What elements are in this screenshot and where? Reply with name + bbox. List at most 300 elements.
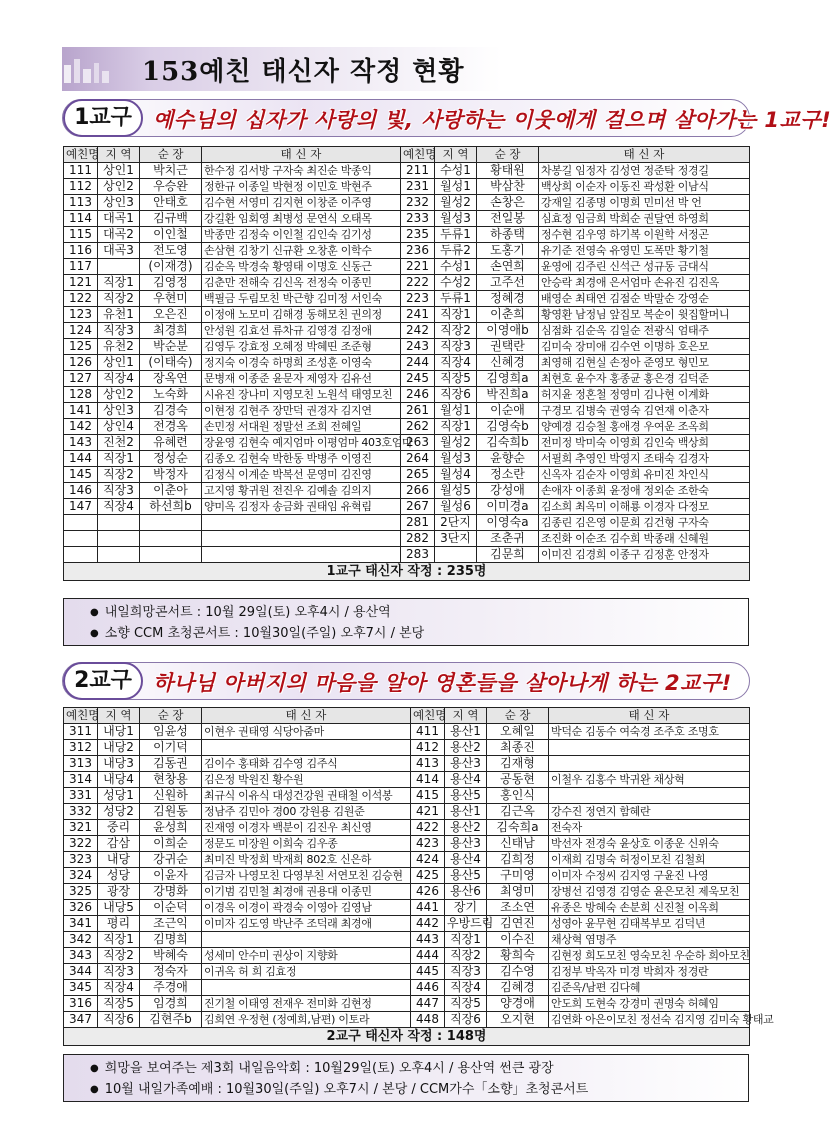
- left-region-cell: 직장2: [98, 291, 140, 307]
- left-group-number-cell: 143: [64, 435, 98, 451]
- right-leader-cell: 김연진: [487, 916, 549, 932]
- table-row: [64, 884, 750, 900]
- right-group-number-cell: 423: [411, 836, 445, 852]
- left-group-number-cell: 128: [64, 387, 98, 403]
- left-region-cell: 상인1: [98, 163, 140, 179]
- right-leader-cell: 최종진: [487, 740, 549, 756]
- right-group-number-cell: 281: [401, 515, 435, 531]
- left-members-cell: 박종만 김정숙 이인철 김인숙 김기성: [202, 227, 401, 243]
- header-region: 지 역: [445, 708, 487, 724]
- right-members-cell: 김종린 김은영 이문희 김건형 구자숙: [539, 515, 750, 531]
- right-leader-cell: 양경애: [487, 996, 549, 1012]
- right-leader-cell: 조소연: [487, 900, 549, 916]
- right-region-cell: 두류2: [435, 243, 477, 259]
- left-members-cell: 장윤영 김현숙 예지엄마 이평엄마 403호엄마: [202, 435, 401, 451]
- left-group-number-cell: 147: [64, 499, 98, 515]
- left-members-cell: 최규식 이유식 대성건강원 권태철 이석봉: [202, 788, 411, 804]
- right-members-cell: [549, 756, 750, 772]
- right-group-number-cell: 443: [411, 932, 445, 948]
- right-leader-cell: 김숙희a: [487, 820, 549, 836]
- left-leader-cell: 임윤성: [140, 724, 202, 740]
- left-leader-cell: 안태호: [140, 195, 202, 211]
- right-leader-cell: 정혜경: [477, 291, 539, 307]
- left-region-cell: 상인3: [98, 195, 140, 211]
- right-members-cell: 김준옥/남편 김다혜: [549, 980, 750, 996]
- right-region-cell: 용산2: [445, 820, 487, 836]
- right-group-number-cell: 412: [411, 740, 445, 756]
- right-region-cell: 용산5: [445, 868, 487, 884]
- right-leader-cell: 김혜경: [487, 980, 549, 996]
- right-leader-cell: 손연희: [477, 259, 539, 275]
- left-group-number-cell: 322: [64, 836, 98, 852]
- left-region-cell: 직장2: [98, 948, 140, 964]
- left-members-cell: 손민정 서대원 정말선 조희 전혜일: [202, 419, 401, 435]
- right-members-cell: 구경모 김병숙 권영숙 김연재 이춘자: [539, 403, 750, 419]
- left-region-cell: 내당2: [98, 740, 140, 756]
- right-region-cell: [435, 547, 477, 563]
- right-region-cell: 2단지: [435, 515, 477, 531]
- left-region-cell: 내당1: [98, 724, 140, 740]
- table-row: [64, 307, 750, 323]
- note-item: ● 희망을 보여주는 제3회 내일음악회 : 10월29일(토) 오후4시 / 용산역 썬큰 광장: [90, 1059, 748, 1080]
- right-region-cell: 월성3: [435, 451, 477, 467]
- right-region-cell: 월성1: [435, 179, 477, 195]
- left-members-cell: 정지숙 이경숙 하명희 조성훈 이영숙: [202, 355, 401, 371]
- right-group-number-cell: 221: [401, 259, 435, 275]
- right-group-number-cell: 222: [401, 275, 435, 291]
- right-members-cell: 손애자 이종희 윤정애 정외순 조한숙: [539, 483, 750, 499]
- right-group-number-cell: 446: [411, 980, 445, 996]
- left-leader-cell: 현창용: [140, 772, 202, 788]
- right-region-cell: 월성5: [435, 483, 477, 499]
- header-region: 지 역: [435, 147, 477, 163]
- right-group-number-cell: 242: [401, 323, 435, 339]
- right-leader-cell: 이순애: [477, 403, 539, 419]
- left-members-cell: 김금자 나영모친 다영부친 서연모친 김승현: [202, 868, 411, 884]
- left-leader-cell: 전경옥: [140, 419, 202, 435]
- right-region-cell: 직장5: [445, 996, 487, 1012]
- left-region-cell: 진천2: [98, 435, 140, 451]
- right-members-cell: 양예경 김승철 홍애경 우여운 조옥희: [539, 419, 750, 435]
- table-row: [64, 227, 750, 243]
- table-row: [64, 820, 750, 836]
- left-group-number-cell: 347: [64, 1012, 98, 1028]
- right-group-number-cell: 426: [411, 884, 445, 900]
- section1-notes: [63, 598, 749, 646]
- left-group-number-cell: 142: [64, 419, 98, 435]
- left-leader-cell: (이재경): [140, 259, 202, 275]
- left-leader-cell: 정숙자: [140, 964, 202, 980]
- left-group-number-cell: 326: [64, 900, 98, 916]
- header-members: 태 신 자: [549, 708, 750, 724]
- left-members-cell: 이기범 김민철 최경애 권용대 이종민: [202, 884, 411, 900]
- left-region-cell: 성당: [98, 868, 140, 884]
- left-members-cell: 정한규 이종일 박현정 이민호 박현주: [202, 179, 401, 195]
- left-leader-cell: 하선희b: [140, 499, 202, 515]
- left-region-cell: 직장1: [98, 932, 140, 948]
- right-region-cell: 두류1: [435, 227, 477, 243]
- left-leader-cell: 김원동: [140, 804, 202, 820]
- left-leader-cell: 박혜숙: [140, 948, 202, 964]
- right-group-number-cell: 421: [411, 804, 445, 820]
- left-group-number-cell: 342: [64, 932, 98, 948]
- right-members-cell: 최영해 김현실 손정아 준영모 형민모: [539, 355, 750, 371]
- right-group-number-cell: 246: [401, 387, 435, 403]
- right-region-cell: 직장4: [435, 355, 477, 371]
- left-group-number-cell: 324: [64, 868, 98, 884]
- left-region-cell: [98, 531, 140, 547]
- left-members-cell: 정남주 김민아 경00 강원용 김원준: [202, 804, 411, 820]
- left-leader-cell: 이희순: [140, 836, 202, 852]
- table-row: [64, 515, 750, 531]
- left-region-cell: 감삼: [98, 836, 140, 852]
- right-leader-cell: 김근옥: [487, 804, 549, 820]
- right-members-cell: 김미숙 장미애 김수연 이명하 호은모: [539, 339, 750, 355]
- table-row: [64, 451, 750, 467]
- right-members-cell: 배영순 최태연 김점순 박말순 강영순: [539, 291, 750, 307]
- right-members-cell: 유종은 방혜숙 손분희 신진철 이옥희: [549, 900, 750, 916]
- right-region-cell: 월성6: [435, 499, 477, 515]
- left-region-cell: 중리: [98, 820, 140, 836]
- table-header-row: [64, 147, 750, 163]
- right-leader-cell: 강성애: [477, 483, 539, 499]
- right-group-number-cell: 415: [411, 788, 445, 804]
- right-region-cell: 수성1: [435, 259, 477, 275]
- table-row: [64, 868, 750, 884]
- left-leader-cell: 박치근: [140, 163, 202, 179]
- left-members-cell: 한수정 김서방 구자숙 최진순 박종익: [202, 163, 401, 179]
- left-region-cell: 광장: [98, 884, 140, 900]
- right-members-cell: 성영아 윤무현 김태복부모 김덕년: [549, 916, 750, 932]
- header-region: 지 역: [98, 147, 140, 163]
- left-leader-cell: 정성순: [140, 451, 202, 467]
- right-members-cell: 이미진 김경희 이종구 김정훈 안정자: [539, 547, 750, 563]
- right-group-number-cell: 422: [411, 820, 445, 836]
- table-row: [64, 499, 750, 515]
- right-leader-cell: 박삼찬: [477, 179, 539, 195]
- left-members-cell: 안성원 김효선 류차규 김영경 김정애: [202, 323, 401, 339]
- table-row: [64, 852, 750, 868]
- right-region-cell: 두류1: [435, 291, 477, 307]
- right-leader-cell: 이춘희: [477, 307, 539, 323]
- left-region-cell: [98, 547, 140, 563]
- left-members-cell: 진재영 이경자 백분이 김진우 최신영: [202, 820, 411, 836]
- left-members-cell: 손삼현 김창기 신규환 오창훈 이학수: [202, 243, 401, 259]
- header-group: 예친명: [411, 708, 445, 724]
- right-leader-cell: 신혜경: [477, 355, 539, 371]
- left-group-number-cell: 345: [64, 980, 98, 996]
- header-leader: 순 장: [140, 708, 202, 724]
- left-group-number-cell: 122: [64, 291, 98, 307]
- table-row: [64, 836, 750, 852]
- header-leader: 순 장: [140, 147, 202, 163]
- left-members-cell: 김수현 서영미 김지현 이창준 이주영: [202, 195, 401, 211]
- right-members-cell: 차봉길 임정자 김성연 정준탁 정경길: [539, 163, 750, 179]
- table-row: [64, 964, 750, 980]
- table-row: [64, 275, 750, 291]
- right-members-cell: 윤영에 김주린 신석근 성규동 금대식: [539, 259, 750, 275]
- section1-banner: [62, 99, 831, 137]
- right-region-cell: 직장3: [445, 964, 487, 980]
- left-region-cell: 유천2: [98, 339, 140, 355]
- right-region-cell: 직장4: [445, 980, 487, 996]
- right-members-cell: [549, 788, 750, 804]
- section2-banner: [62, 662, 750, 700]
- left-members-cell: 성세미 안수미 권상이 지향화: [202, 948, 411, 964]
- left-group-number-cell: 313: [64, 756, 98, 772]
- left-group-number-cell: 116: [64, 243, 98, 259]
- right-leader-cell: 이영애b: [477, 323, 539, 339]
- left-region-cell: 평리: [98, 916, 140, 932]
- left-members-cell: 김은정 박원진 황수원: [202, 772, 411, 788]
- left-leader-cell: 김경숙: [140, 403, 202, 419]
- right-members-cell: 채상혁 염명주: [549, 932, 750, 948]
- right-members-cell: 심점화 김순옥 김일순 전광식 엄태주: [539, 323, 750, 339]
- right-members-cell: 장병선 김영경 김영순 윤은모친 제욱모친: [549, 884, 750, 900]
- right-group-number-cell: 283: [401, 547, 435, 563]
- table-row: [64, 355, 750, 371]
- right-members-cell: 정수현 김우영 하기복 이원학 서정곤: [539, 227, 750, 243]
- header-leader: 순 장: [477, 147, 539, 163]
- right-region-cell: 월성2: [435, 435, 477, 451]
- table-row: [64, 371, 750, 387]
- right-group-number-cell: 233: [401, 211, 435, 227]
- left-members-cell: [202, 740, 411, 756]
- left-leader-cell: 장옥연: [140, 371, 202, 387]
- table-row: [64, 339, 750, 355]
- left-region-cell: 내당: [98, 852, 140, 868]
- right-group-number-cell: 261: [401, 403, 435, 419]
- right-members-cell: 심효정 임금희 박희순 권달연 하영희: [539, 211, 750, 227]
- right-region-cell: 우방드림: [445, 916, 487, 932]
- left-region-cell: 내당5: [98, 900, 140, 916]
- left-region-cell: 직장1: [98, 451, 140, 467]
- note-item: ● 내일희망콘서트 : 10월 29일(토) 오후4시 / 용산역: [90, 603, 748, 624]
- left-leader-cell: 노숙화: [140, 387, 202, 403]
- left-leader-cell: 김영정: [140, 275, 202, 291]
- table-row: [64, 948, 750, 964]
- left-region-cell: 직장4: [98, 371, 140, 387]
- left-leader-cell: 김규백: [140, 211, 202, 227]
- header-leader: 순 장: [487, 708, 549, 724]
- left-group-number-cell: 146: [64, 483, 98, 499]
- left-leader-cell: 신원하: [140, 788, 202, 804]
- right-group-number-cell: 267: [401, 499, 435, 515]
- left-leader-cell: 강명화: [140, 884, 202, 900]
- right-leader-cell: 신태남: [487, 836, 549, 852]
- table-row: [64, 932, 750, 948]
- right-leader-cell: 권택란: [477, 339, 539, 355]
- right-leader-cell: 전일봉: [477, 211, 539, 227]
- left-region-cell: 성당2: [98, 804, 140, 820]
- left-region-cell: 직장6: [98, 1012, 140, 1028]
- right-region-cell: 용산1: [445, 804, 487, 820]
- left-group-number-cell: 123: [64, 307, 98, 323]
- right-members-cell: 최현호 윤수자 홍종균 홍은경 김덕준: [539, 371, 750, 387]
- left-group-number-cell: [64, 547, 98, 563]
- left-members-cell: [202, 932, 411, 948]
- left-group-number-cell: 332: [64, 804, 98, 820]
- left-members-cell: 김순옥 박경숙 황영태 이명호 신동근: [202, 259, 401, 275]
- right-region-cell: 용산3: [445, 756, 487, 772]
- left-members-cell: 김정식 이계순 박복선 문영미 김진영: [202, 467, 401, 483]
- left-group-number-cell: 316: [64, 996, 98, 1012]
- left-group-number-cell: 124: [64, 323, 98, 339]
- right-leader-cell: 이미경a: [477, 499, 539, 515]
- left-leader-cell: 김동권: [140, 756, 202, 772]
- table-row: [64, 291, 750, 307]
- right-region-cell: 장기: [445, 900, 487, 916]
- left-leader-cell: 최경희: [140, 323, 202, 339]
- right-members-cell: 서필희 추영인 박영지 조태숙 김경자: [539, 451, 750, 467]
- right-leader-cell: 김수영: [487, 964, 549, 980]
- table-row: [64, 916, 750, 932]
- right-leader-cell: 이영숙a: [477, 515, 539, 531]
- left-members-cell: 김종오 김현숙 박한동 박병주 이영진: [202, 451, 401, 467]
- left-region-cell: 직장3: [98, 483, 140, 499]
- right-group-number-cell: 425: [411, 868, 445, 884]
- right-group-number-cell: 266: [401, 483, 435, 499]
- right-members-cell: 김현정 희도모친 영숙모친 우순하 희아모친: [549, 948, 750, 964]
- left-group-number-cell: 125: [64, 339, 98, 355]
- right-leader-cell: 최영미: [487, 884, 549, 900]
- left-members-cell: [202, 531, 401, 547]
- left-members-cell: 문병재 이종준 윤문자 제영자 김유선: [202, 371, 401, 387]
- left-group-number-cell: 144: [64, 451, 98, 467]
- left-members-cell: 백필금 두림모친 박근향 김미정 서인숙: [202, 291, 401, 307]
- table-row: [64, 467, 750, 483]
- right-group-number-cell: 411: [411, 724, 445, 740]
- left-members-cell: 김이수 홍태화 김수영 김주식: [202, 756, 411, 772]
- section2-notes: [63, 1054, 749, 1102]
- left-members-cell: 김희연 우정현 (정예희,남편) 이토라: [202, 1012, 411, 1028]
- table-row: [64, 243, 750, 259]
- right-group-number-cell: 243: [401, 339, 435, 355]
- left-members-cell: 시유진 장나미 지영모친 노원석 태영모친: [202, 387, 401, 403]
- right-leader-cell: 이수진: [487, 932, 549, 948]
- left-group-number-cell: 312: [64, 740, 98, 756]
- left-leader-cell: 강귀순: [140, 852, 202, 868]
- table-row: [64, 804, 750, 820]
- right-region-cell: 월성3: [435, 211, 477, 227]
- note-item: ● 10월 내일가족예배 : 10월30일(주일) 오후7시 / 본당 / CCM가수「소향」초청콘서트: [90, 1080, 748, 1101]
- left-members-cell: [202, 547, 401, 563]
- left-members-cell: [202, 515, 401, 531]
- left-region-cell: 성당1: [98, 788, 140, 804]
- header-group: 예친명: [64, 147, 98, 163]
- right-members-cell: 안도희 도현숙 강경미 권명숙 허혜임: [549, 996, 750, 1012]
- right-leader-cell: 손창은: [477, 195, 539, 211]
- right-members-cell: 신옥자 김순자 이영희 유미진 차인식: [539, 467, 750, 483]
- right-region-cell: 수성2: [435, 275, 477, 291]
- right-leader-cell: 황태원: [477, 163, 539, 179]
- right-leader-cell: 공동현: [487, 772, 549, 788]
- left-region-cell: 상인3: [98, 403, 140, 419]
- section2-roster-table: [63, 707, 774, 1046]
- left-group-number-cell: 127: [64, 371, 98, 387]
- right-group-number-cell: 223: [401, 291, 435, 307]
- right-members-cell: 김소희 최옥미 이해룡 이경자 다정모: [539, 499, 750, 515]
- right-group-number-cell: 282: [401, 531, 435, 547]
- left-leader-cell: 이윤자: [140, 868, 202, 884]
- total-row: [64, 1028, 750, 1046]
- right-leader-cell: 김영희a: [477, 371, 539, 387]
- left-group-number-cell: 111: [64, 163, 98, 179]
- left-members-cell: 김영두 강효정 오혜정 박혜띤 조준형: [202, 339, 401, 355]
- left-group-number-cell: 141: [64, 403, 98, 419]
- right-region-cell: 직장2: [435, 323, 477, 339]
- right-leader-cell: 김문희: [477, 547, 539, 563]
- right-region-cell: 용산4: [445, 772, 487, 788]
- header-members: 태 신 자: [202, 147, 401, 163]
- table-row: [64, 996, 750, 1012]
- left-group-number-cell: [64, 531, 98, 547]
- page-title: 153예친 태신자 작정 현황: [142, 57, 465, 87]
- left-group-number-cell: 343: [64, 948, 98, 964]
- left-region-cell: 상인4: [98, 419, 140, 435]
- right-members-cell: 김연화 아은이모친 정선숙 김지영 김미숙 황태교: [549, 1012, 750, 1028]
- right-leader-cell: 하종택: [477, 227, 539, 243]
- right-region-cell: 3단지: [435, 531, 477, 547]
- total-row: [64, 563, 750, 581]
- left-leader-cell: 유혜련: [140, 435, 202, 451]
- left-leader-cell: 오은진: [140, 307, 202, 323]
- left-group-number-cell: 113: [64, 195, 98, 211]
- table-header-row: [64, 708, 750, 724]
- table-row: [64, 531, 750, 547]
- right-region-cell: 직장5: [435, 371, 477, 387]
- left-region-cell: 내당4: [98, 772, 140, 788]
- right-leader-cell: 도홍기: [477, 243, 539, 259]
- left-leader-cell: 우승완: [140, 179, 202, 195]
- table-row: [64, 772, 750, 788]
- left-members-cell: 이정애 노모미 김해경 동해모친 권의정: [202, 307, 401, 323]
- left-leader-cell: 전도영: [140, 243, 202, 259]
- right-group-number-cell: 424: [411, 852, 445, 868]
- left-group-number-cell: 323: [64, 852, 98, 868]
- left-members-cell: 이현우 권태영 식당아줌마: [202, 724, 411, 740]
- left-leader-cell: [140, 515, 202, 531]
- right-group-number-cell: 444: [411, 948, 445, 964]
- table-row: [64, 195, 750, 211]
- right-leader-cell: 윤향순: [477, 451, 539, 467]
- left-region-cell: 직장4: [98, 499, 140, 515]
- left-leader-cell: 이기덕: [140, 740, 202, 756]
- left-members-cell: 진기철 이태영 전재우 전미화 김현정: [202, 996, 411, 1012]
- right-group-number-cell: 414: [411, 772, 445, 788]
- right-region-cell: 용산5: [445, 788, 487, 804]
- left-region-cell: 직장3: [98, 964, 140, 980]
- right-region-cell: 직장6: [445, 1012, 487, 1028]
- right-leader-cell: 박진희a: [477, 387, 539, 403]
- left-region-cell: 유천1: [98, 307, 140, 323]
- table-row: [64, 724, 750, 740]
- left-group-number-cell: 117: [64, 259, 98, 275]
- header-members: 태 신 자: [539, 147, 750, 163]
- left-leader-cell: 김명희: [140, 932, 202, 948]
- left-leader-cell: (이태숙): [140, 355, 202, 371]
- left-region-cell: 상인1: [98, 355, 140, 371]
- left-leader-cell: 이인철: [140, 227, 202, 243]
- right-members-cell: 유기준 전영숙 유영민 도폭만 황기철: [539, 243, 750, 259]
- right-group-number-cell: 245: [401, 371, 435, 387]
- right-region-cell: 용산2: [445, 740, 487, 756]
- section1-label: 1교구: [63, 99, 143, 137]
- right-members-cell: 허지윤 정혼철 정영미 김나현 이계화: [539, 387, 750, 403]
- right-members-cell: 강재일 김종명 이명희 민미선 박 언: [539, 195, 750, 211]
- right-region-cell: 직장1: [435, 307, 477, 323]
- left-region-cell: 직장4: [98, 980, 140, 996]
